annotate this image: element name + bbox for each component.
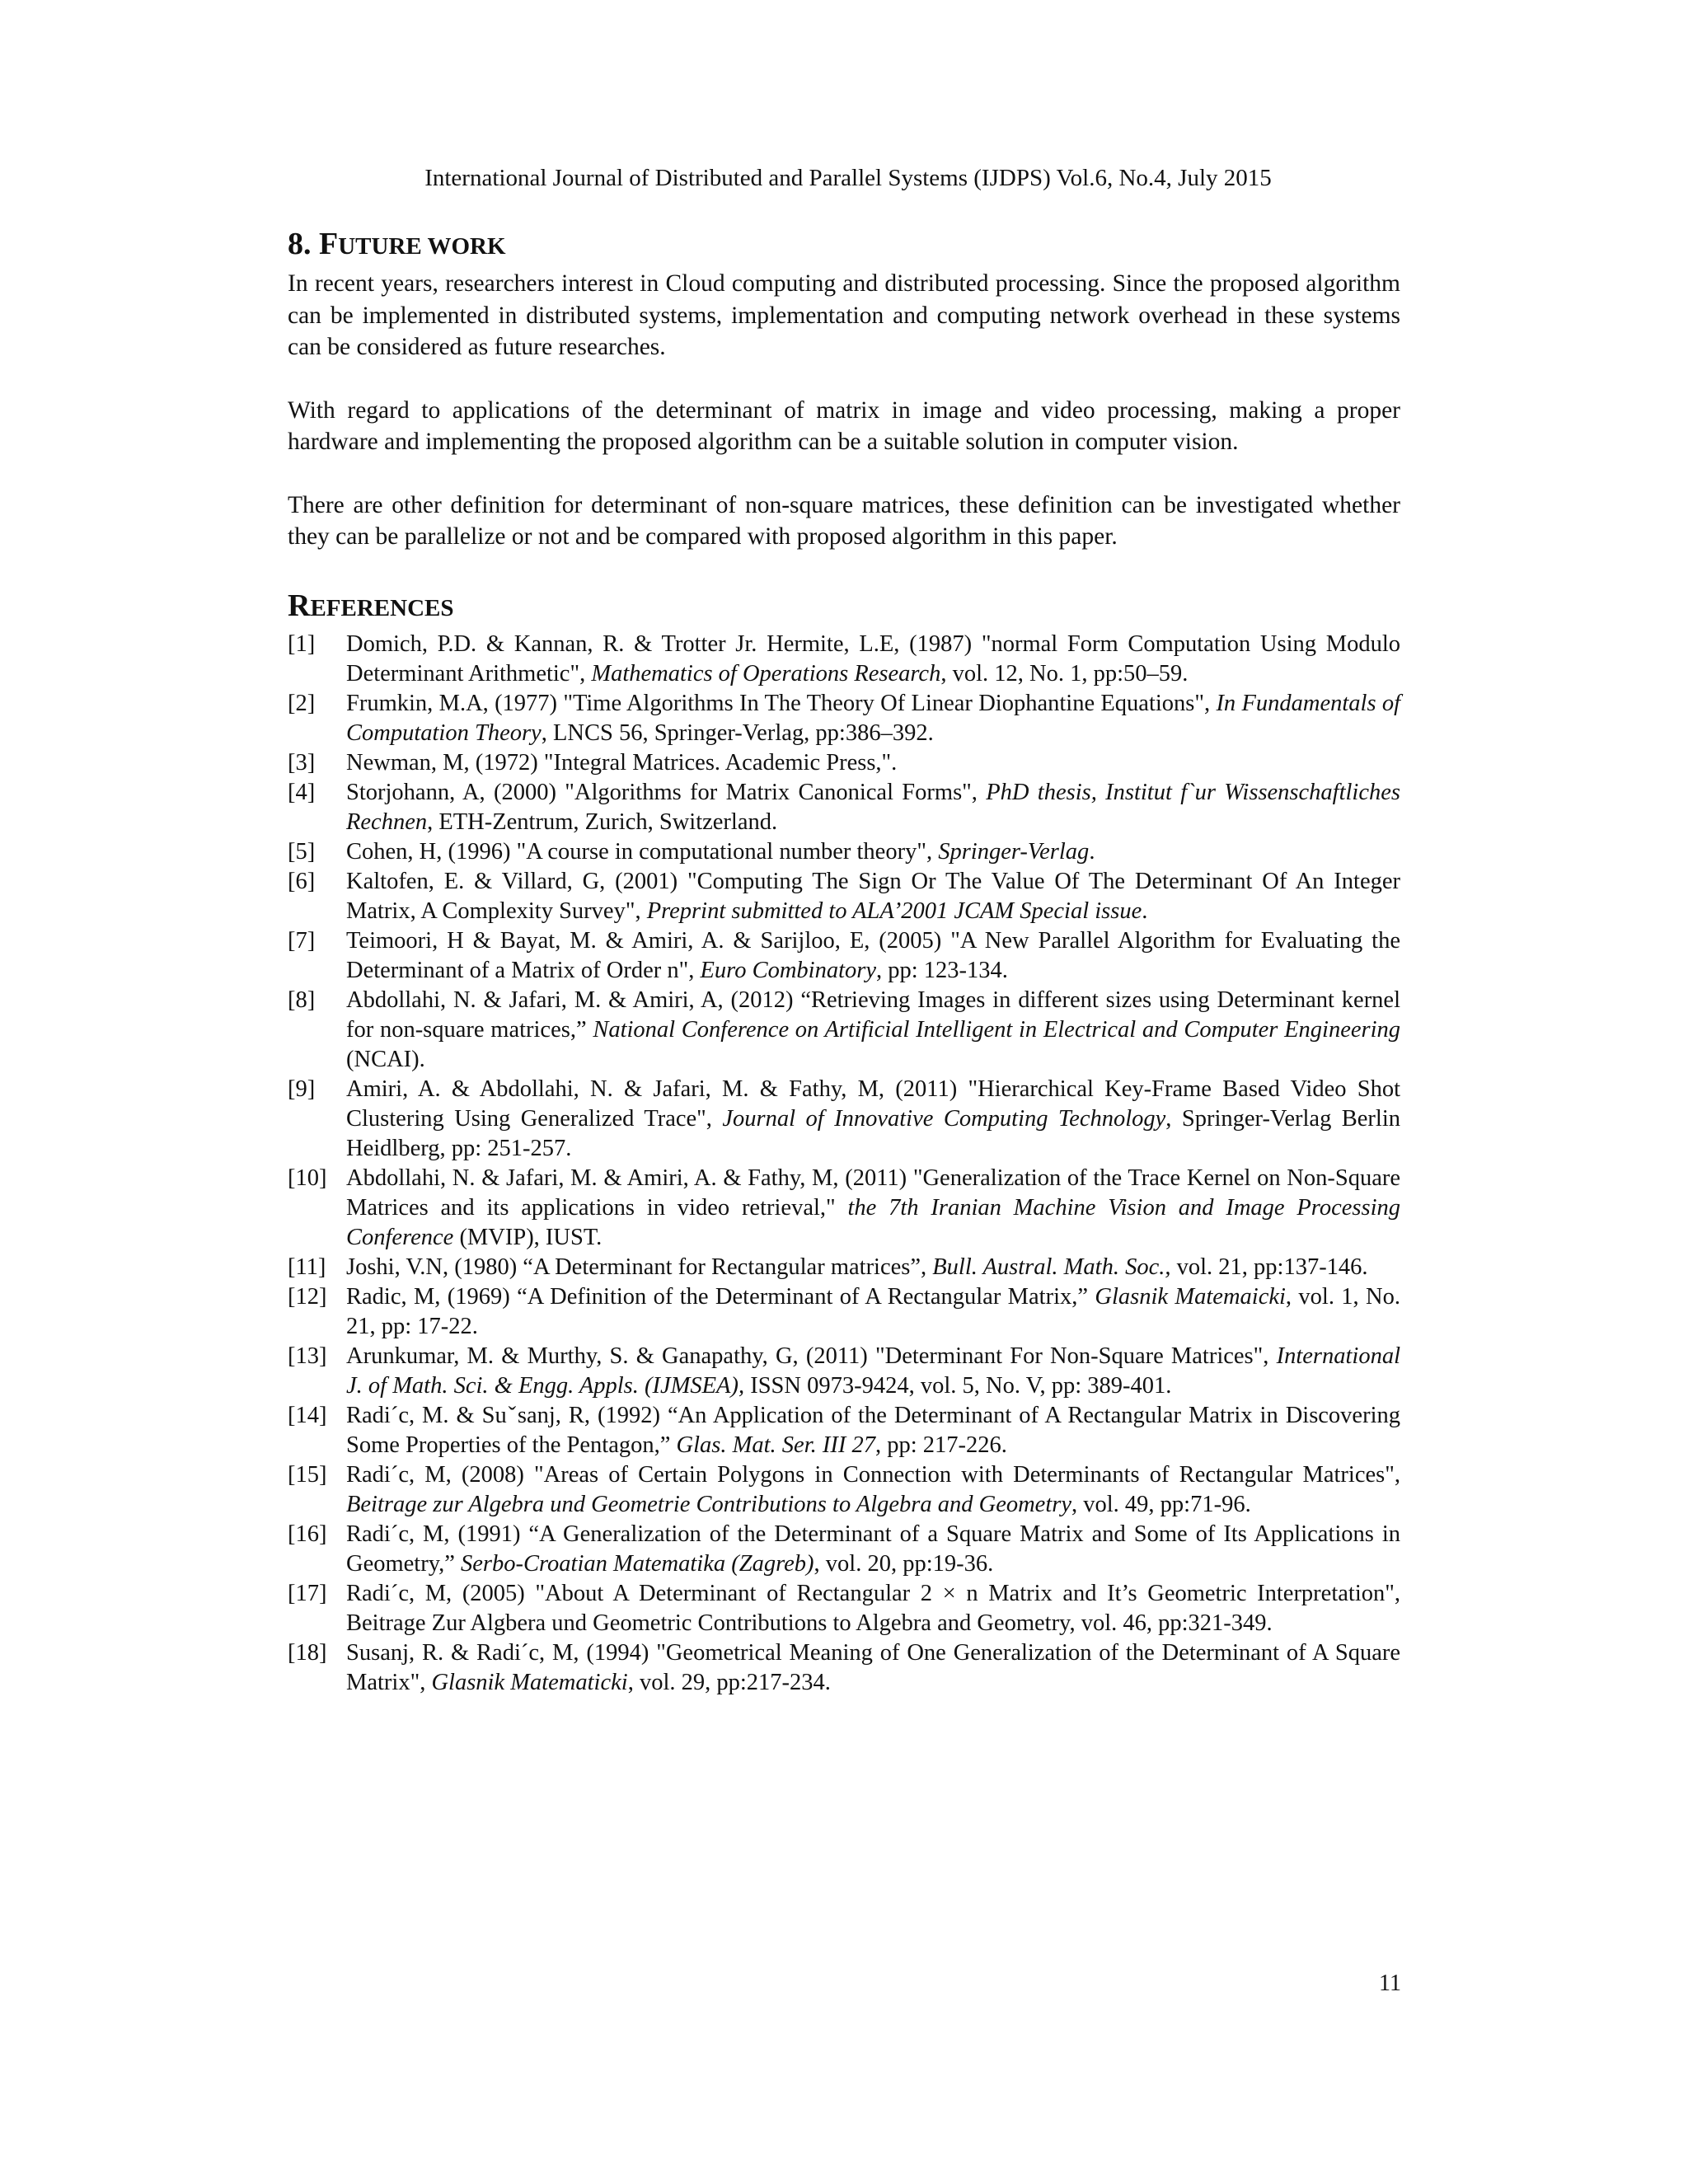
- reference-item: [288, 1075, 1400, 1164]
- reference-text: Newman, M, (1972) "Integral Matrices. Academic Press,".: [346, 749, 898, 776]
- reference-italic: Mathematics of Operations Research: [591, 660, 941, 687]
- reference-text: Abdollahi, N. & Jafari, M. & Amiri, A. & Fathy, M, (2011) "Generalization of the Trace Kernel on Non-Square Matrices and its applications in video retrieval,": [346, 1165, 1400, 1221]
- reference-text: Radic, M, (1969) “A Definition of the Determinant of A Rectangular Matrix,”: [346, 1283, 1095, 1310]
- future-work-paragraph-2: With regard to applications of the determinant of matrix in image and video processing, making a proper hardware and implementing the proposed algorithm can be a suitable solution in computer vision.: [288, 396, 1400, 455]
- references-title-initial: R: [288, 588, 311, 623]
- reference-italic: PhD thesis, Institut f`ur Wissenschaftliches Rechnen: [346, 779, 1400, 835]
- reference-italic: In Fundamentals of Computation Theory: [346, 690, 1401, 746]
- reference-italic: Bull. Austral. Math. Soc.,: [932, 1254, 1171, 1280]
- reference-item: [288, 986, 1400, 1075]
- future-work-title-rest: UTURE WORK: [338, 233, 506, 260]
- reference-item: [288, 1520, 1400, 1579]
- reference-italic: Journal of Innovative Computing Technology: [722, 1105, 1166, 1132]
- reference-text: Storjohann, A, (2000) "Algorithms for Matrix Canonical Forms",: [346, 779, 987, 805]
- reference-number: [1]: [288, 630, 316, 657]
- reference-item: [288, 630, 1400, 689]
- reference-number: [12]: [288, 1283, 327, 1310]
- references-title-rest: EFERENCES: [310, 594, 454, 621]
- reference-text: Kaltofen, E. & Villard, G, (2001) "Computing The Sign Or The Value Of The Determinant Of An Integer Matrix, A Complexity Survey",: [346, 868, 1400, 924]
- reference-number: [13]: [288, 1343, 327, 1369]
- reference-italic: Euro Combinatory: [700, 957, 876, 983]
- reference-text: , vol. 20, pp:19-36.: [814, 1550, 994, 1577]
- reference-text: , pp: 217-226.: [874, 1432, 1007, 1458]
- reference-text: , ETH-Zentrum, Zurich, Switzerland.: [427, 808, 778, 835]
- reference-italic: National Conference on Artificial Intelligent in Electrical and Computer Engineering: [593, 1016, 1400, 1043]
- reference-item: [288, 1164, 1400, 1253]
- reference-text: ISSN 0973-9424, vol. 5, No. V, pp: 389-401.: [744, 1372, 1172, 1399]
- reference-number: [10]: [288, 1165, 327, 1191]
- reference-item: [288, 1638, 1400, 1698]
- reference-number: [16]: [288, 1521, 327, 1547]
- reference-text: vol. 21, pp:137-146.: [1170, 1254, 1368, 1280]
- reference-text: , vol. 12, No. 1, pp:50–59.: [940, 660, 1189, 687]
- reference-italic: Preprint submitted to ALA’2001 JCAM Special issue: [646, 898, 1142, 924]
- reference-number: [11]: [288, 1254, 326, 1280]
- reference-text: .: [1089, 838, 1095, 865]
- running-header: International Journal of Distributed and Parallel Systems (IJDPS) Vol.6, No.4, July 2015: [424, 165, 1272, 191]
- future-work-title-initial: F: [319, 227, 339, 261]
- reference-number: [5]: [288, 838, 316, 865]
- page-number: 11: [1379, 1971, 1401, 1996]
- reference-text: (NCAI).: [346, 1046, 425, 1072]
- reference-text: .: [1142, 898, 1148, 924]
- reference-italic: Beitrage zur Algebra und Geometrie Contributions to Algebra and Geometry: [346, 1491, 1071, 1517]
- reference-italic: Springer-Verlag: [938, 838, 1090, 865]
- references-heading: [288, 584, 1400, 630]
- reference-list: [288, 630, 1400, 1698]
- reference-number: [15]: [288, 1461, 327, 1488]
- reference-text: (MVIP), IUST.: [453, 1224, 603, 1250]
- reference-item: [288, 748, 1400, 778]
- reference-text: Radi´c, M, (2005) "About A Determinant of Rectangular 2 × n Matrix and It’s Geometric Interpretation", Beitrage Zur Algbera und Geometric Contributions to Algebra and Geometry, vol. 46, pp:321-349.: [346, 1580, 1400, 1636]
- reference-item: [288, 689, 1400, 748]
- reference-text: Radi´c, M, (2008) "Areas of Certain Polygons in Connection with Determinants of Rectangular Matrices",: [346, 1461, 1400, 1488]
- reference-text: Arunkumar, M. & Murthy, S. & Ganapathy, G, (2011) "Determinant For Non-Square Matrices",: [346, 1343, 1277, 1369]
- reference-text: Cohen, H, (1996) "A course in computational number theory",: [346, 838, 939, 865]
- reference-item: [288, 1579, 1400, 1638]
- reference-text: Amiri, A. & Abdollahi, N. & Jafari, M. & Fathy, M, (2011) "Hierarchical Key-Frame Based Video Shot Clustering Using Generalized Trace",: [346, 1076, 1400, 1132]
- reference-item: [288, 867, 1400, 926]
- reference-item: [288, 1460, 1400, 1520]
- reference-text: , Springer-Verlag Berlin Heidlberg, pp: 251-257.: [346, 1105, 1400, 1161]
- reference-text: , vol. 1, No. 21, pp: 17-22.: [346, 1283, 1400, 1339]
- reference-text: Domich, P.D. & Kannan, R. & Trotter Jr. Hermite, L.E, (1987) "normal Form Computation Using Modulo Determinant Arithmetic",: [346, 630, 1400, 687]
- reference-text: Frumkin, M.A, (1977) "Time Algorithms In The Theory Of Linear Diophantine Equations",: [346, 690, 1217, 716]
- reference-item: [288, 1342, 1400, 1401]
- reference-number: [9]: [288, 1076, 316, 1102]
- reference-item: [288, 926, 1400, 986]
- reference-item: [288, 1282, 1400, 1342]
- reference-italic: Serbo-Croatian Matematika (Zagreb): [461, 1550, 814, 1577]
- reference-text: , vol. 29, pp:217-234.: [627, 1669, 831, 1695]
- reference-text: Radi´c, M, (1991) “A Generalization of the Determinant of a Square Matrix and Some of Its Applications in Geometry,”: [346, 1521, 1400, 1577]
- reference-number: [2]: [288, 690, 316, 716]
- reference-text: Joshi, V.N, (1980) “A Determinant for Rectangular matrices”,: [346, 1254, 933, 1280]
- reference-italic: Glasnik Matemaicki: [1095, 1283, 1286, 1310]
- reference-text: , vol. 49, pp:71-96.: [1071, 1491, 1251, 1517]
- future-work-heading: [288, 223, 1400, 268]
- reference-number: [6]: [288, 868, 316, 894]
- reference-number: [17]: [288, 1580, 327, 1606]
- reference-text: Susanj, R. & Radi´c, M, (1994) "Geometrical Meaning of One Generalization of the Determinant of A Square Matrix",: [346, 1639, 1400, 1695]
- reference-number: [4]: [288, 779, 316, 805]
- reference-text: Abdollahi, N. & Jafari, M. & Amiri, A, (2012) “Retrieving Images in different sizes using Determinant kernel for non-square matrices,”: [346, 987, 1400, 1043]
- reference-text: Teimoori, H & Bayat, M. & Amiri, A. & Sarijloo, E, (2005) "A New Parallel Algorithm for Evaluating the Determinant of a Matrix of Order n",: [346, 927, 1400, 983]
- reference-italic: the 7th Iranian Machine Vision and Image Processing Conference: [346, 1194, 1400, 1250]
- reference-item: [288, 837, 1400, 867]
- reference-item: [288, 778, 1400, 837]
- reference-italic: International J. of Math. Sci. & Engg. Appls. (IJMSEA),: [346, 1343, 1400, 1399]
- reference-number: [18]: [288, 1639, 327, 1666]
- reference-text: , LNCS 56, Springer-Verlag, pp:386–392.: [541, 719, 934, 746]
- reference-italic: Glasnik Matematicki: [431, 1669, 628, 1695]
- reference-text: , pp: 123-134.: [876, 957, 1008, 983]
- reference-text: Radi´c, M. & Suˇsanj, R, (1992) “An Application of the Determinant of A Rectangular Matrix in Discovering Some Properties of the Pentagon,”: [346, 1402, 1400, 1458]
- future-work-number: 8.: [288, 227, 319, 261]
- reference-italic: Glas. Mat. Ser. III 27: [676, 1432, 875, 1458]
- reference-item: [288, 1401, 1400, 1460]
- reference-number: [8]: [288, 987, 316, 1013]
- reference-number: [14]: [288, 1402, 327, 1428]
- future-work-paragraph-3: There are other definition for determinant of non-square matrices, these definition can be investigated whether they can be parallelize or not and be compared with proposed algorithm in this paper.: [288, 491, 1400, 550]
- reference-number: [7]: [288, 927, 316, 954]
- page-content: [288, 223, 1400, 1698]
- reference-number: [3]: [288, 749, 316, 776]
- reference-item: [288, 1253, 1400, 1282]
- future-work-paragraph-1: In recent years, researchers interest in Cloud computing and distributed processing. Since the proposed algorithm can be implemented in distributed systems, implementation and computing network overhead in these systems can be considered as future researches.: [288, 270, 1400, 360]
